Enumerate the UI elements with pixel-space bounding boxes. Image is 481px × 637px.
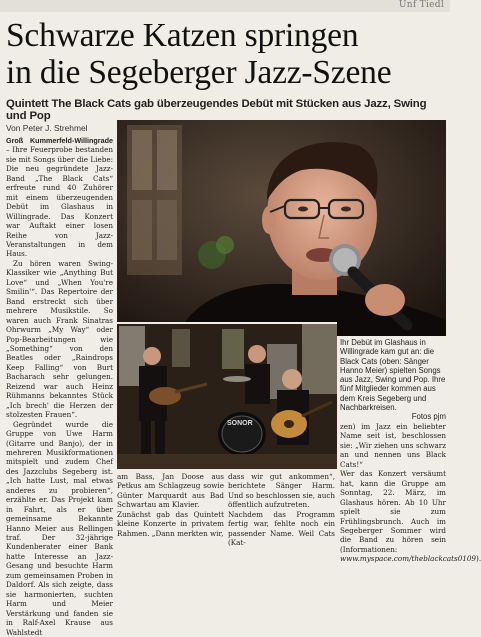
right-col-end: ).	[476, 554, 481, 564]
headline-line-1: Schwarze Katzen springen	[6, 17, 359, 54]
dateline: Groß Kummerfeld-Willingrade	[6, 136, 113, 145]
band-website-link[interactable]: www.myspace.com/theblackcats0109	[340, 554, 477, 564]
bottom-col-1-text: am Bass, Jan Doose aus Petkus am Schlagzeug sowie Günter Marquardt aus Bad Schwartau am Klavier. Zunächst gab das Quintett kleine Konzerte in privatem Rahmen. „Dann merkten wir,	[117, 472, 224, 538]
singer-photo-illustration	[117, 120, 446, 336]
headline-line-2: in die Segeberger Jazz-Szene	[6, 54, 392, 91]
singer-photo	[117, 120, 446, 336]
headline	[6, 17, 446, 91]
band-photo	[117, 322, 337, 469]
paragraph-1	[6, 136, 113, 259]
caption-text: Ihr Debüt im Glashaus in Willingrade kam gut an: die Black Cats (oben: Sänger Hanno Meier) spielten Songs aus Jazz, Swing und Pop. Ihre fünf Mitglieder kommen aus dem Kreis Segeberg und Nachbarkreisen.	[340, 338, 446, 413]
article-column-left	[6, 136, 113, 637]
byline: Von Peter J. Strehmel	[6, 123, 88, 133]
previous-article-strip	[0, 0, 450, 12]
previous-headline-fragment: Unf Tiedl	[398, 0, 444, 10]
bottom-col-2-text: dass wir gut ankommen“, berichtete Sänger Harm. Und so beschlossen sie, auch öffentlich aufzutreten. Nachdem das Programm fertig war, fehlte noch ein passender Name. Weil Cats (Kat-	[228, 472, 335, 548]
paragraph-2: Zu hören waren Swing-Klassiker wie „Anything But Love“ und „When You're Smilin'“. Das Repertoire der Band erstreckt sich über mehrere Musikstile. So waren auch Frank Sinatras Ohrwurm „My Way“ oder Pop-Bearbeitungen wie „Something“ von den Beatles oder „Raindrops Keep Falling“ von Burt Bacharach sehr gelungen. Reizend war auch Heinz Rühmanns bekanntes Stück „Ich brech' die Herzen der stolzesten Frauen“.	[6, 258, 113, 420]
article-column-bottom-1	[117, 472, 224, 538]
photo-credit: Fotos pjm	[411, 412, 446, 422]
subheadline: Quintett The Black Cats gab überzeugendes Debüt mit Stücken aus Jazz, Swing und Pop	[6, 98, 427, 122]
photo-caption	[340, 338, 446, 422]
band-photo-illustration	[117, 324, 337, 469]
article-column-bottom-2	[228, 472, 335, 548]
right-col-text: zen) im Jazz ein beliebter Name seit ist, beschlossen sie: „Wir ziehen uns schwarz an und nennen uns Black Cats!“ Wer das Konzert versäumt hat, kann die Gruppe am Sonntag, 22. März, im Glashaus hören. Ab 10 Uhr spielt sie zum Frühlingsbrunch. Auch im Segeberger Sommer wird die Band zu hören sein (Informationen:	[340, 422, 446, 554]
drum-brand-label: SONOR	[227, 420, 253, 427]
paragraph-1-text: – Ihre Feuerprobe bestanden sie mit Songs über die Liebe: Die neu gegründete Jazz-Band „The Black Cats“ erfreute rund 40 Zuhörer mit einem überzeugenden Debüt im Glashaus in Willingrade. Das Konzert war Auftakt einer losen Reihe von Jazz-Veranstaltungen in dem Haus.	[6, 145, 113, 259]
right-col-paragraph	[340, 422, 481, 564]
paragraph-3: Gegründet wurde die Gruppe von Uwe Harm (Gitarre und Banjo), der in mehreren Musikformationen mitspielt und zudem Chef des Jazzclubs Segeberg ist. „Ich hatte Lust, mal etwas anderes zu probieren“, erzählte er. Das Projekt kam in Fahrt, als er über gemeinsame Bekannte Hanno Meier aus Rellingen traf. Der 32-jährige Kundenberater einer Bank hatte Interesse an Jazz-Gesang und besuchte Harm zum gemeinsamen Proben in Daldorf. Als sich zeigte, dass sie harmonierten, suchten Harm und Meier Verstärkung und fanden sie in Ralf-Axel Krause aus Wahlstedt	[6, 419, 113, 637]
article-column-right	[340, 422, 481, 564]
